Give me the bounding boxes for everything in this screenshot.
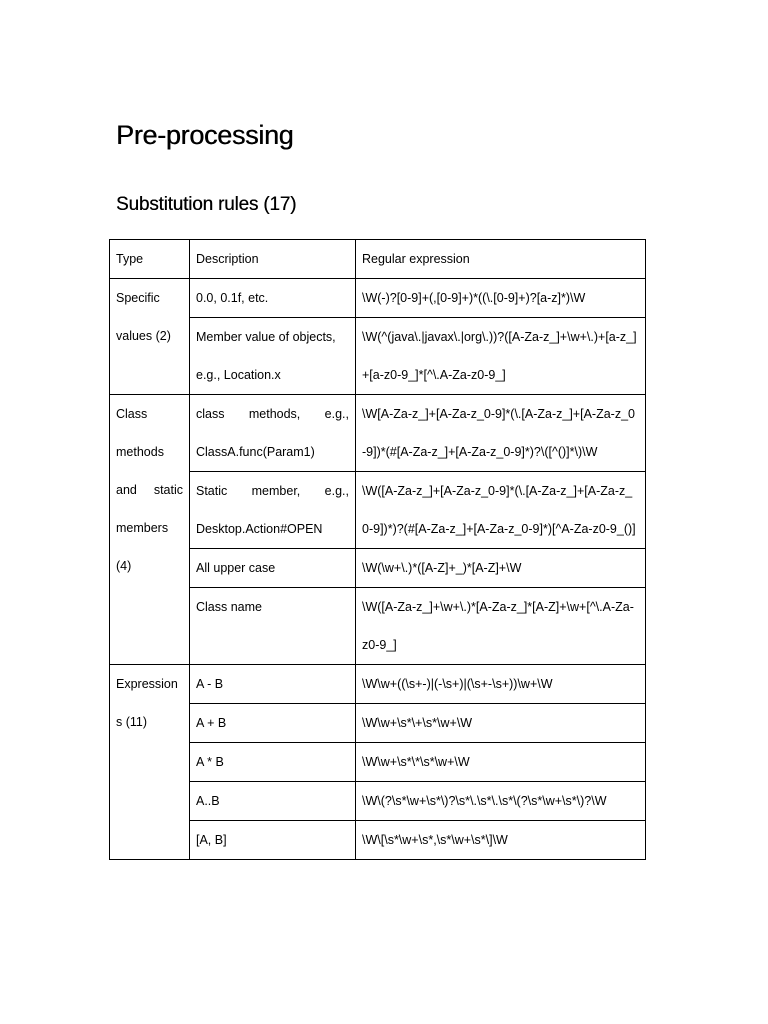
table-row xyxy=(110,279,646,318)
regex-cell: \W(-)?[0-9]+(,[0-9]+)*((\.[0-9]+)?[a-z]*)\W xyxy=(356,279,646,318)
regex-cell: \W(^(java\.|javax\.|org\.))?([A-Za-z_]+\w+\.)+[a-z_]+[a-z0-9_]*[^\.A-Za-z0-9_] xyxy=(356,318,646,395)
description-cell: A - B xyxy=(190,665,356,704)
table-row xyxy=(110,318,646,395)
table-header-row xyxy=(110,240,646,279)
regex-cell: \W(\w+\.)*([A-Z]+_)*[A-Z]+\W xyxy=(356,549,646,588)
page-title: Pre-processing xyxy=(116,120,294,150)
regex-cell: \W\w+((\s+-)|(-\s+)|(\s+-\s+))\w+\W xyxy=(356,665,646,704)
regex-cell: \W\w+\s*\*\s*\w+\W xyxy=(356,743,646,782)
description-cell: All upper case xyxy=(190,549,356,588)
table-row xyxy=(110,395,646,472)
table-row xyxy=(110,472,646,549)
table-row xyxy=(110,782,646,821)
section-title: Substitution rules (17) xyxy=(116,194,297,215)
description-cell: Static member, e.g., Desktop.Action#OPEN xyxy=(190,472,356,549)
description-cell: Member value of objects, e.g., Location.x xyxy=(190,318,356,395)
description-cell: A..B xyxy=(190,782,356,821)
type-cell: Class methods and static members (4) xyxy=(110,395,190,665)
description-cell: A * B xyxy=(190,743,356,782)
type-cell: Specific values (2) xyxy=(110,279,190,395)
regex-cell: \W\w+\s*\+\s*\w+\W xyxy=(356,704,646,743)
regex-cell: \W([A-Za-z_]+\w+\.)*[A-Za-z_]*[A-Z]+\w+[^\.A-Za-z0-9_] xyxy=(356,588,646,665)
regex-cell: \W[A-Za-z_]+[A-Za-z_0-9]*(\.[A-Za-z_]+[A-Za-z_0-9])*(#[A-Za-z_]+[A-Za-z_0-9]*)?\([^()]*\)\W xyxy=(356,395,646,472)
table-row xyxy=(110,704,646,743)
header-type: Type xyxy=(110,240,190,279)
substitution-rules-table xyxy=(109,239,646,860)
table-row xyxy=(110,549,646,588)
regex-cell: \W\(?\s*\w+\s*\)?\s*\.\s*\.\s*\(?\s*\w+\s*\)?\W xyxy=(356,782,646,821)
description-cell: class methods, e.g., ClassA.func(Param1) xyxy=(190,395,356,472)
regex-cell: \W\[\s*\w+\s*,\s*\w+\s*\]\W xyxy=(356,821,646,860)
header-regex: Regular expression xyxy=(356,240,646,279)
description-cell: Class name xyxy=(190,588,356,665)
description-cell: [A, B] xyxy=(190,821,356,860)
table-row xyxy=(110,743,646,782)
table-row xyxy=(110,821,646,860)
description-cell: 0.0, 0.1f, etc. xyxy=(190,279,356,318)
type-cell: Expressions (11) xyxy=(110,665,190,860)
table-row xyxy=(110,588,646,665)
header-description: Description xyxy=(190,240,356,279)
description-cell: A + B xyxy=(190,704,356,743)
regex-cell: \W([A-Za-z_]+[A-Za-z_0-9]*(\.[A-Za-z_]+[A-Za-z_0-9])*)?(#[A-Za-z_]+[A-Za-z_0-9]*)[^A-Za-z0-9_()] xyxy=(356,472,646,549)
table-row xyxy=(110,665,646,704)
